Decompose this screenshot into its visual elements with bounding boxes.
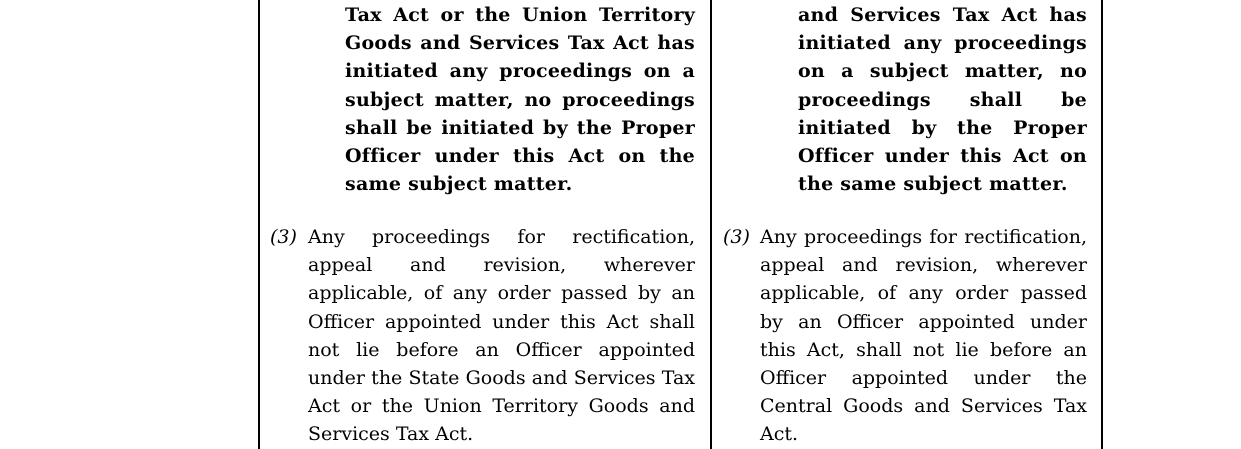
left-continuation-text: Tax Act or the Union Territory Goods and Services Tax Act has initiated any proceedings on a subject matter, no proceedings shall be initiated by the Proper Officer under this Act on the same subject matter. (345, 4, 695, 196)
right-clause-text: Any proceedings for rectification, appeal and revision, wherever applicable, of any order passed by an Officer appointed under this Act, shall not lie before an Officer appointed under the Central Goods and Services Tax Act. (760, 226, 1087, 446)
right-continuation-text: and Services Tax Act has initiated any proceedings on a subject matter, no proceedings shall be initiated by the Proper Officer under this Act on the same subject matter. (798, 4, 1087, 196)
table-left-border (258, 0, 260, 449)
left-clause-text: Any proceedings for rectification, appeal and revision, wherever applicable, of any order passed by an Officer appointed under this Act shall not lie before an Officer appointed under the State Goods and Services Tax Act or the Union Territory Goods and Services Tax Act. (308, 226, 695, 446)
right-clause-number: (3) (723, 226, 750, 248)
comparison-table (258, 0, 1103, 449)
left-clause-number: (3) (270, 226, 297, 248)
table-column-divider (710, 0, 712, 449)
table-right-border (1101, 0, 1103, 449)
